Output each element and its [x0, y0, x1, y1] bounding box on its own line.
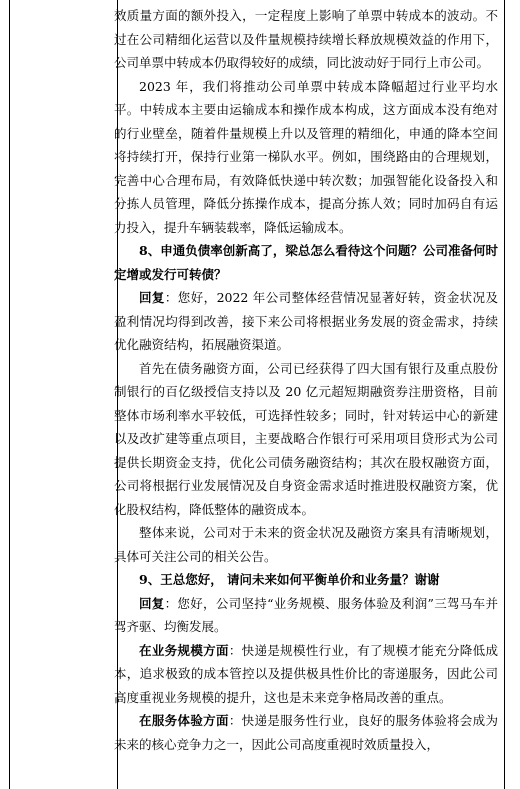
- reply-lead: 回复: [139, 595, 165, 611]
- paragraph-2023-plan: 2023 年，我们将推动公司单票中转成本降幅超过行业平均水平。中转成本主要由运输成本和操作成本构成，这方面成本没有绝对的行业壁垒，随着件量规模上升以及管理的精细化，申通的降本空间将持续打开，保持行业第一梯队水平。例如，围绕路由的合理规划，完善中心合理布局，有效降低快递中转次数；加强智能化设备投入和分拣人员管理，降低分拣操作成本，提高分拣人效；同时加码自有运力投入，提升车辆装载率，降低运输成本。: [114, 78, 498, 235]
- reply-lead: 回复: [139, 290, 165, 305]
- answer-9-reply: [114, 592, 498, 639]
- paragraph-overall-summary: 整体来说，公司对于未来的资金状况及融资方案具有清晰规划，具体可关注公司的相关公告。: [114, 525, 498, 564]
- paragraph-business-scale: [114, 639, 498, 710]
- section-lead: 在业务规模方面: [139, 642, 229, 658]
- section-lead: 在服务体验方面: [139, 713, 229, 728]
- reply-text: ：您好，公司坚持“业务规模、服务体验及利润”三驾马车并驾齐驱、均衡发展。: [114, 595, 498, 634]
- paragraph-debt-financing: 首先在债务融资方面，公司已经获得了四大国有银行及重点股份制银行的百亿级授信支持以及 20 亿元超短期融资券注册资格，目前整体市场利率水平较低，可选择性较多；同时，针对转运中心的新建以及改扩建等重点项目，主要战略合作银行可采用项目贷形式为公司提供长期资金支持，优化公司债务融资结构；其次在股权融资方面，公司将根据行业发展情况及自身资金需求适时推进股权融资方案，优化股权结构，降低整体的融资成本。: [114, 360, 498, 517]
- reply-text: ：您好，2022 年公司整体经营情况显著好转，资金状况及盈利情况均得到改善，接下来公司将根据业务发展的资金需求，持续优化融资结构，拓展融资渠道。: [114, 290, 498, 352]
- question-9: 9、王总您好， 请问未来如何平衡单价和业务量？谢谢: [139, 572, 440, 587]
- question-8: 8、申通负债率创新高了，梁总怎么看待这个问题？公司准备何时定增或发行可转债？: [114, 243, 498, 282]
- paragraph-intro-continuation: 效质量方面的额外投入，一定程度上影响了单票中转成本的波动。不过在公司精细化运营以及件量规模持续增长释放规模效益的作用下，公司单票中转成本仍取得较好的成绩，同比波动好于同行上市公司。: [114, 8, 498, 70]
- answer-8-reply: [114, 286, 498, 357]
- paragraph-service-experience: [114, 709, 498, 756]
- section-text: ：快递是服务性行业，良好的服务体验将会成为未来的核心竞争力之一，因此公司高度重视时效质量投入，: [114, 713, 498, 752]
- content-cell: [114, 4, 498, 756]
- section-text: ：快递是规模性行业，有了规模才能充分降低成本，追求极致的成本管控以及提供极具性价比的寄递服务，因此公司高度重视业务规模的提升，这也是未来竞争格局改善的重点。: [114, 642, 498, 705]
